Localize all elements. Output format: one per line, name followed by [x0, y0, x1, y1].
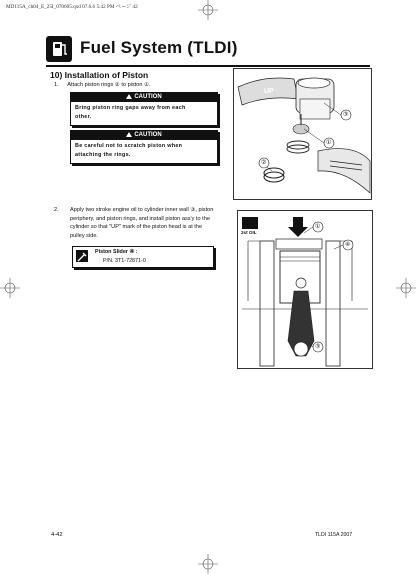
caution-box-1 — [70, 92, 218, 126]
callout-1: ① — [326, 140, 332, 146]
registration-mark-left — [0, 278, 20, 298]
callout-2: ② — [261, 160, 267, 166]
fuel-pump-icon — [46, 36, 72, 62]
caution-heading: CAUTION — [71, 131, 217, 140]
tool-icon — [76, 250, 88, 262]
warning-icon — [126, 94, 132, 99]
callout-4: ④ — [345, 242, 351, 248]
caution-heading: CAUTION — [71, 93, 217, 102]
step-number: 1. — [54, 82, 59, 88]
piston-rings-illustration — [234, 69, 371, 199]
oil-can-icon — [242, 217, 258, 229]
step-number: 2. — [54, 207, 59, 213]
figure-piston-install — [237, 210, 373, 369]
section-title: 10) Installation of Piston — [50, 70, 149, 80]
registration-mark-right — [396, 278, 416, 298]
figure-piston-rings — [233, 68, 372, 200]
warning-icon — [126, 132, 132, 137]
chapter-header — [46, 36, 370, 64]
special-tool-box — [72, 246, 214, 268]
step-2 — [54, 206, 224, 240]
oil-label: 2st OIL — [241, 230, 257, 235]
step-text: Apply two stroke engine oil to cylinder inner wall ③, piston periphery, and piston rings, and install piston ass'y to the cylinder so that "UP" mark of the piston head is at the pulley side. — [70, 207, 214, 239]
callout-1: ① — [315, 224, 321, 230]
print-slug: MD115A_ch04_E_25I_070605.qxd 07.6.6 5:42 PM ページ 42 — [6, 4, 138, 10]
tool-name: Piston Slider ④ : — [95, 249, 138, 255]
callout-3: ③ — [343, 112, 349, 118]
caution-box-2 — [70, 130, 218, 164]
step-1 — [54, 81, 151, 90]
page-title: Fuel System (TLDI) — [80, 38, 238, 57]
callout-3: ③ — [315, 344, 321, 350]
up-mark: UP — [264, 88, 274, 95]
tool-part-number: P/N. 3T1-72871-0 — [103, 258, 146, 264]
page-number: 4-42 — [51, 532, 63, 538]
footer-model: TLDI 115A 2007 — [315, 532, 353, 538]
caution-text: Bring piston ring gaps away from each other. — [75, 105, 186, 120]
caution-text: Be careful not to scratch piston when attaching the rings. — [75, 143, 183, 158]
registration-mark-bottom — [198, 554, 218, 574]
step-text: Attach piston rings ② to piston ①. — [67, 82, 151, 88]
piston-install-illustration — [238, 211, 372, 368]
registration-mark-top — [198, 0, 218, 20]
title-rule — [46, 65, 370, 67]
